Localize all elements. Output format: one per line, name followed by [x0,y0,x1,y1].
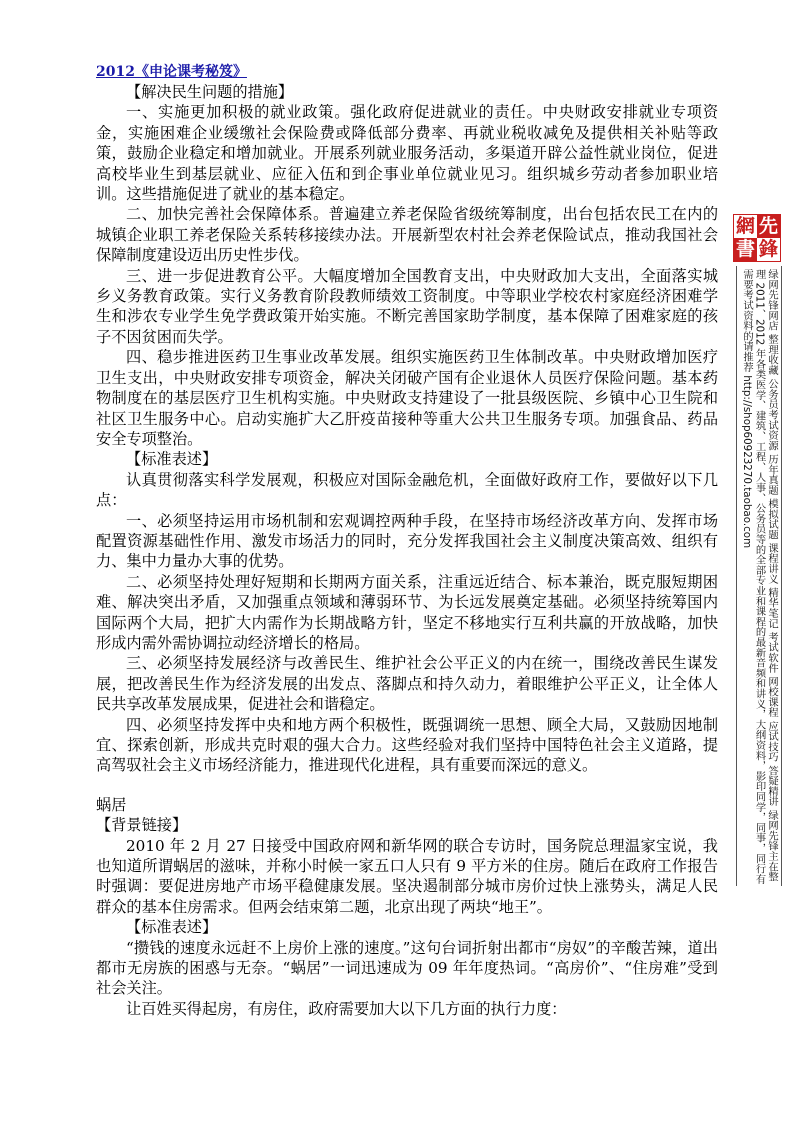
paragraph: 四、稳步推进医药卫生事业改革发展。组织实施医药卫生体制改革。中央财政增加医疗卫生支出，中央财政安排专项资金，解决关闭破产国有企业退休人员医疗保险问题。基本药物制度在的基层医疗卫生机构实施。中央财政支持建设了一批县级医院、乡镇中心卫生院和社区卫生服务中心。启动实施扩大乙肝疫苗接种等重大公共卫生服务专项。加强食品、药品安全专项整治。 [96,348,718,448]
paragraph: 2010 年 2 月 27 日接受中国政府网和新华网的联合专访时，国务院总理温家宝说，我也知道所谓蜗居的滋味，并称小时候一家五口人只有 9 平方米的住房。随后在政府工作报告时强调：要促进房地产市场平稳健康发展。坚决遏制部分城市房价过快上涨势头，满足人民群众的基本住房需求。但两会结束第二题，北京出现了两块“地王”。 [96,836,718,916]
paragraph: 一、必须坚持运用市场机制和宏观调控两种手段，在坚持市场经济改革方向、发挥市场配置资源基础性作用、激发市场活力的同时，充分发挥我国社会主义制度决策高效、组织有力、集中力量办大事的优势。 [96,511,718,571]
logo-char: 鋒 [758,238,778,260]
sidebar-ad [736,266,782,886]
section-heading: 蜗居 [96,795,127,814]
paragraph: 三、必须坚持发展经济与改善民生、维护社会公平正义的内在统一，围绕改善民生谋发展，把改善民生作为经济发展的出发点、落脚点和持久动力，着眼维护公平正义，让全体人民共享改革发展成果，促进社会和谐稳定。 [96,654,718,714]
section-heading: 【解决民生问题的措施】 [126,83,294,101]
document-title: 2012《申论课考秘笈》 [96,64,247,80]
paragraph: 二、加快完善社会保障体系。普遍建立养老保险省级统筹制度，出台包括农民工在内的城镇企业职工养老保险关系转移接续办法。开展新型农村社会养老保险试点，推动我国社会保障制度建设迈出历史性步伐。 [96,205,718,265]
section-heading: 【背景链接】 [96,816,188,835]
paragraph: 四、必须坚持发挥中央和地方两个积极性，既强调统一思想、顾全大局，又鼓励因地制宜、探索创新，形成共克时艰的强大合力。这些经验对我们坚持中国特色社会主义道路，提高驾驭社会主义市场经济能力，推进现代化进程，具有重要而深远的意义。 [96,715,718,775]
paragraph: 认真贯彻落实科学发展观，积极应对国际金融危机，全面做好政府工作，要做好以下几点： [96,470,718,510]
paragraph: 一、实施更加积极的就业政策。强化政府促进就业的责任。中央财政安排就业专项资金，实施困难企业缓缴社会保险费或降低部分费率、再就业税收减免及提供相关补贴等政策，鼓励企业稳定和增加就业。开展系列就业服务活动，多渠道开辟公益性就业岗位，促进高校毕业生到基层就业、应征入伍和到企事业单位就业见习。组织城乡劳动者参加职业培训。这些措施促进了就业的基本稳定。 [96,103,718,204]
sidebar-logo [733,214,781,262]
paragraph: “攒钱的速度永远赶不上房价上涨的速度。”这句台词折射出都市“房奴”的辛酸苦辣，道出都市无房族的困惑与无奈。“蜗居”一词迅速成为 09 年年度热词。“高房价”、“住房难”受到社会关注。 [96,938,718,998]
logo-icon [733,214,781,262]
section-heading: 【标准表述】 [126,450,218,469]
paragraph: 让百姓买得起房，有房住，政府需要加大以下几方面的执行力度： [126,999,567,1018]
logo-char: 書 [735,238,755,260]
paragraph: 三、进一步促进教育公平。大幅度增加全国教育支出，中央财政加大支出，全面落实城乡义务教育政策。实行义务教育阶段教师绩效工资制度。中等职业学校农村家庭经济困难学生和涉农专业学生免学费政策开始实施。不断完善国家助学制度，基本保障了困难家庭的孩子不因贫困而失学。 [96,266,718,346]
section-heading: 【标准表述】 [126,918,218,937]
document-body [96,82,718,1019]
sidebar-ad-text: 绿网先锋网店 整理收藏 公务员考试资源 历年真题 模拟试题 课程讲义 精华笔记 考试软件 网校课程 应试技巧 答疑精讲 绿网先锋主在整理 2011、2012 年各类医学、建筑、工程、人事、公务员等的全部专业和课程的最新音频和讲义，大纲资料，影印同学，同事，同行有需要考试资料的请推荐 http://shop60923270.taobao.com [741,269,778,885]
logo-char: 先 [758,215,778,237]
logo-char: 網 [735,215,755,237]
paragraph: 二、必须坚持处理好短期和长期两方面关系，注重远近结合、标本兼治，既克服短期困难、解决突出矛盾，又加强重点领域和薄弱环节、为长远发展奠定基础。必须坚持统筹国内国际两个大局，把扩大内需作为长期战略方针，坚定不移地实行互利共赢的开放战略，加快形成内需外需协调拉动经济增长的格局。 [96,572,718,652]
spacer [96,776,718,795]
